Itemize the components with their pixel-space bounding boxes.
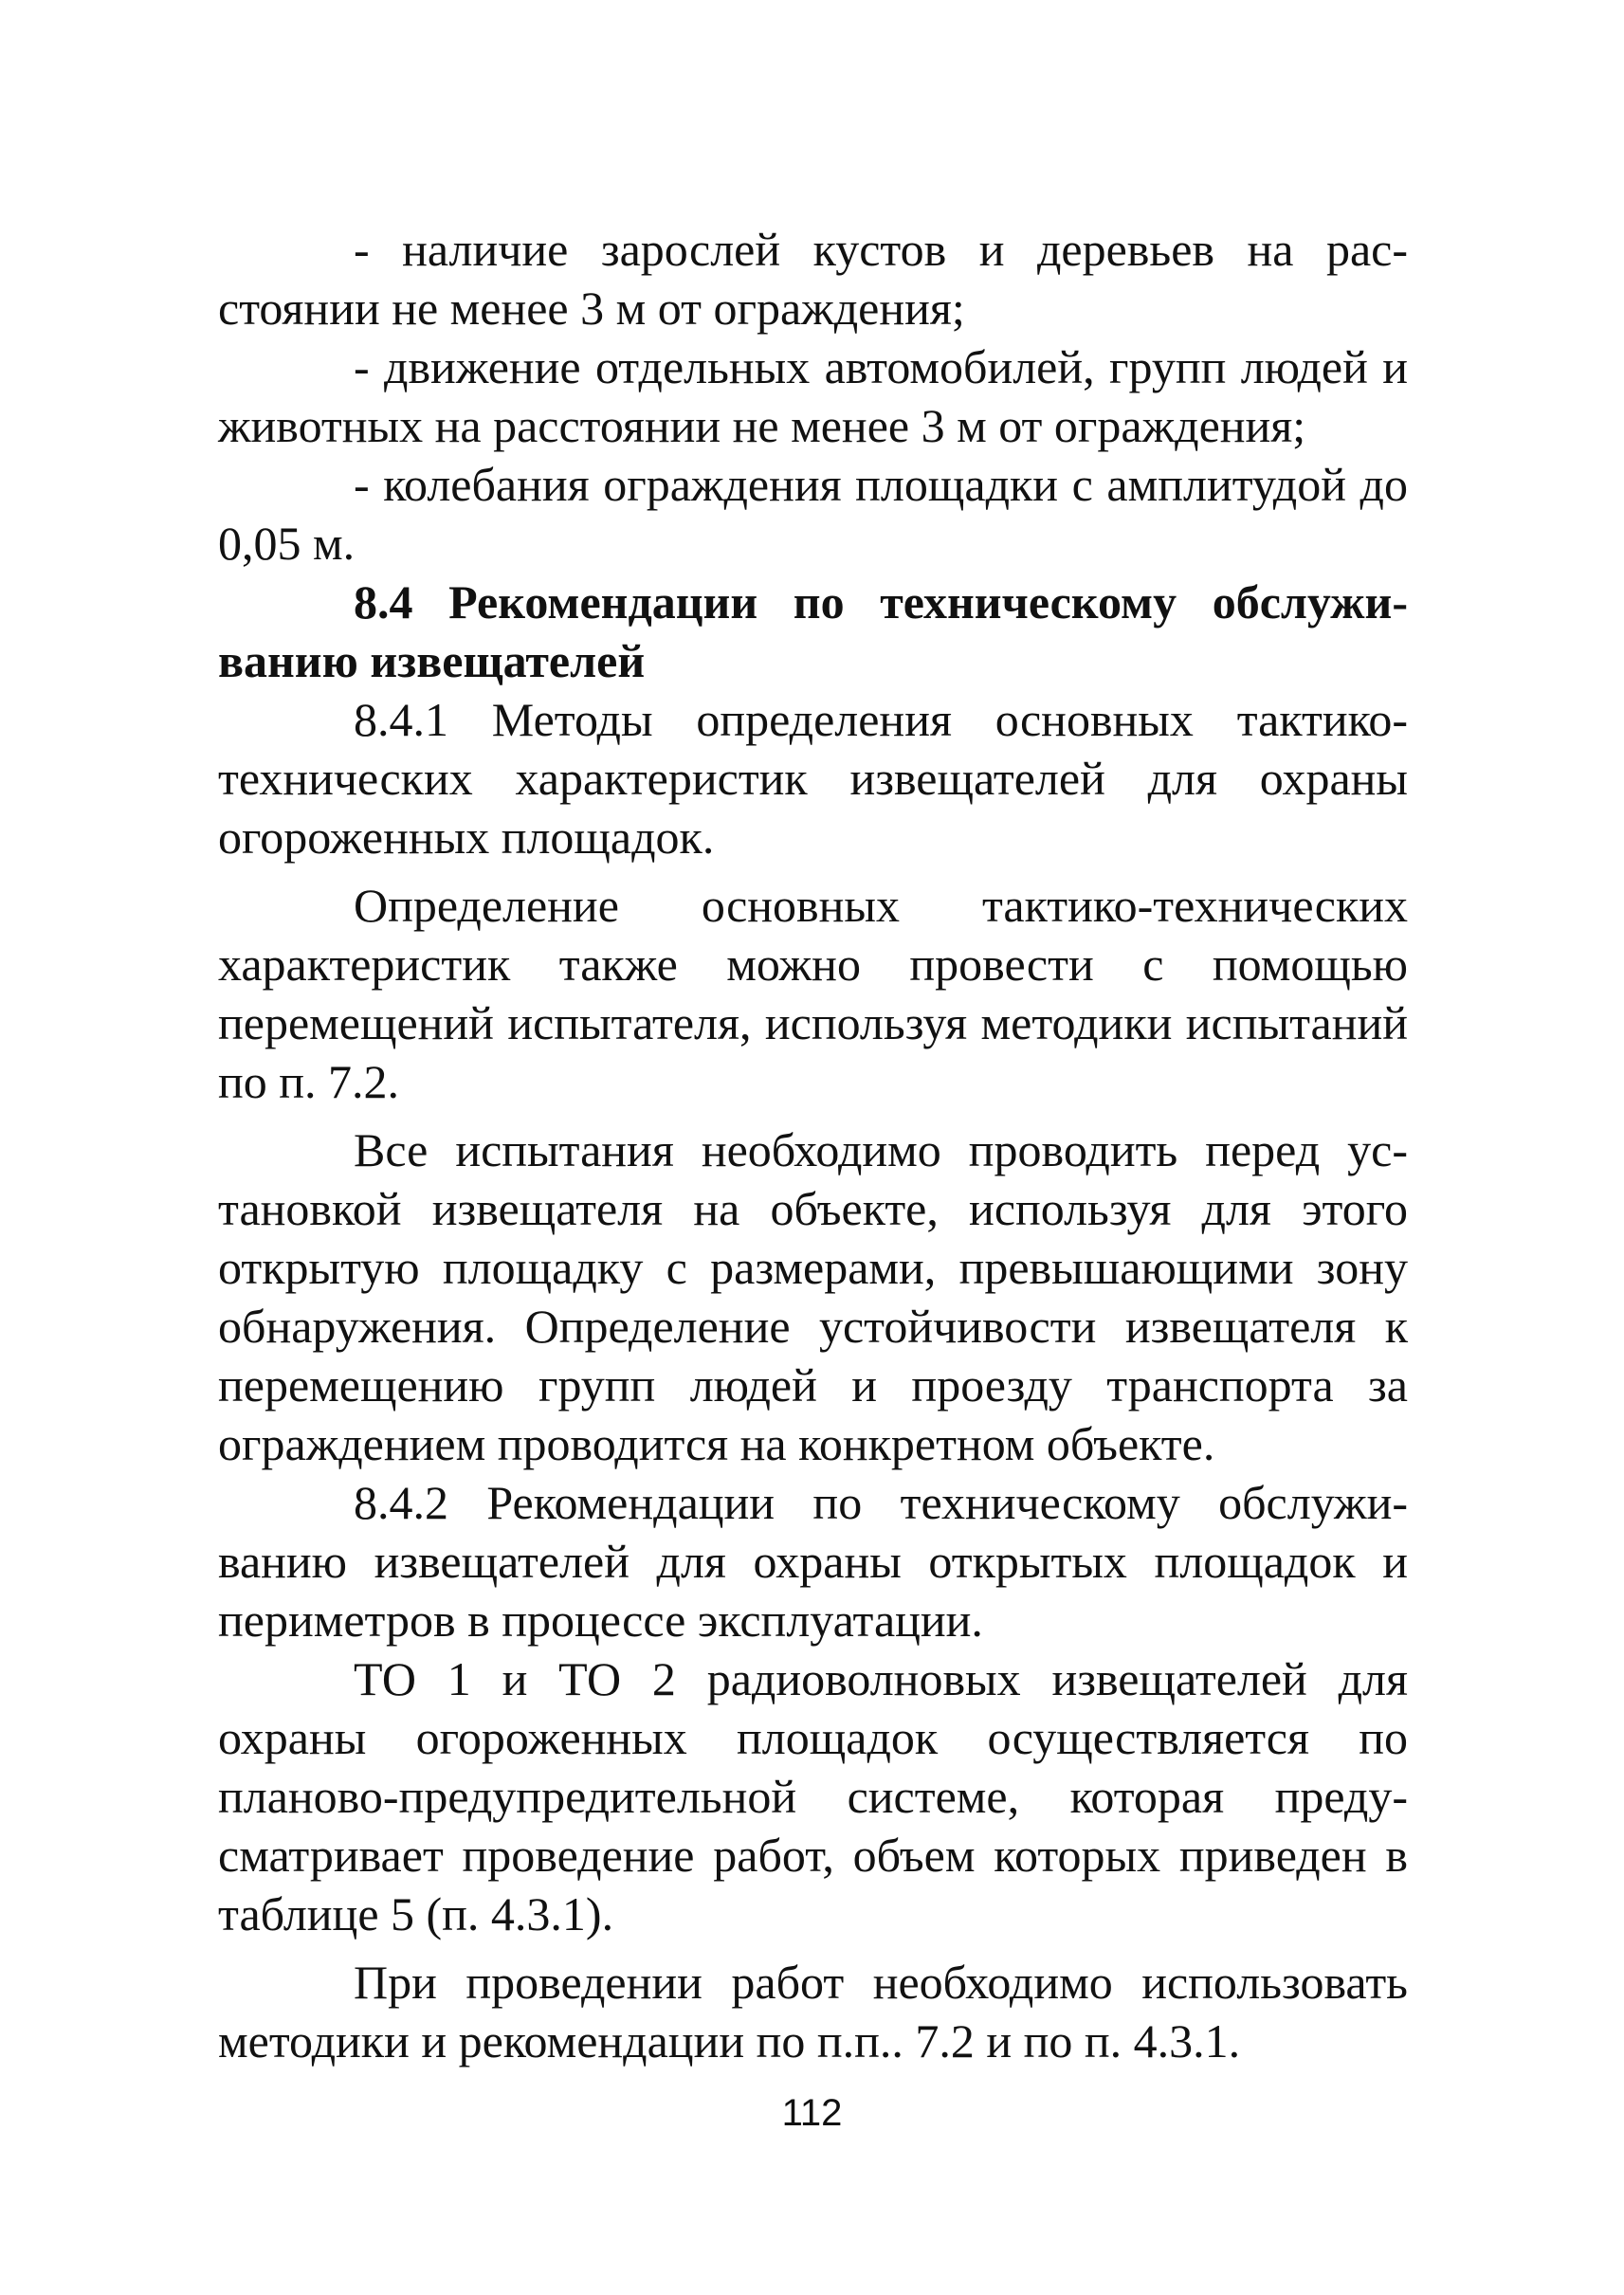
paragraph-determination: Определение основных тактико-технических характеристик также можно провести с помощью перемещений испытателя, используя методики испытаний по п. 7.2. [218,879,1408,1108]
paragraph-8-4-2: 8.4.2 Рекомендации по техническому обслуживанию извещателей для охраны открытых площадок и периметров в процессе эксплуатации. [218,1476,1408,1647]
list-item-movement: - движение отдельных автомобилей, групп людей и животных на расстоянии не менее 3 м от ограждения; [218,340,1408,452]
list-item-vegetation: - наличие зарослей кустов и деревьев на расстоянии не менее 3 м от ограждения; [218,223,1408,335]
paragraph-maintenance: ТО 1 и ТО 2 радиоволновых извещателей для охраны огороженных площадок осуществляется по планово-предупредительной системе, которая предусматривает проведение работ, объем которых приведен в таблице 5 (п. 4.3.1). [218,1652,1408,1940]
section-heading-8-4: 8.4 Рекомендации по техническому обслуживанию извещателей [218,575,1408,687]
page-number: 112 [781,2092,843,2134]
paragraph-testing: Все испытания необходимо проводить перед установкой извещателя на объекте, используя для этого открытую площадку с размерами, превышающими зону обнаружения. Определение устойчивости извещателя к перемещению групп людей и проезду транспорта за ограждением проводится на конкретном объекте. [218,1123,1408,1470]
list-item-oscillation: - колебания ограждения площадки с амплитудой до 0,05 м. [218,458,1408,570]
paragraph-8-4-1: 8.4.1 Методы определения основных тактико-технических характеристик извещателей для охраны огороженных площадок. [218,693,1408,864]
paragraph-methods: При проведении работ необходимо использовать методики и рекомендации по п.п.. 7.2 и по п. 4.3.1. [218,1956,1408,2067]
page-body [218,220,1408,2070]
